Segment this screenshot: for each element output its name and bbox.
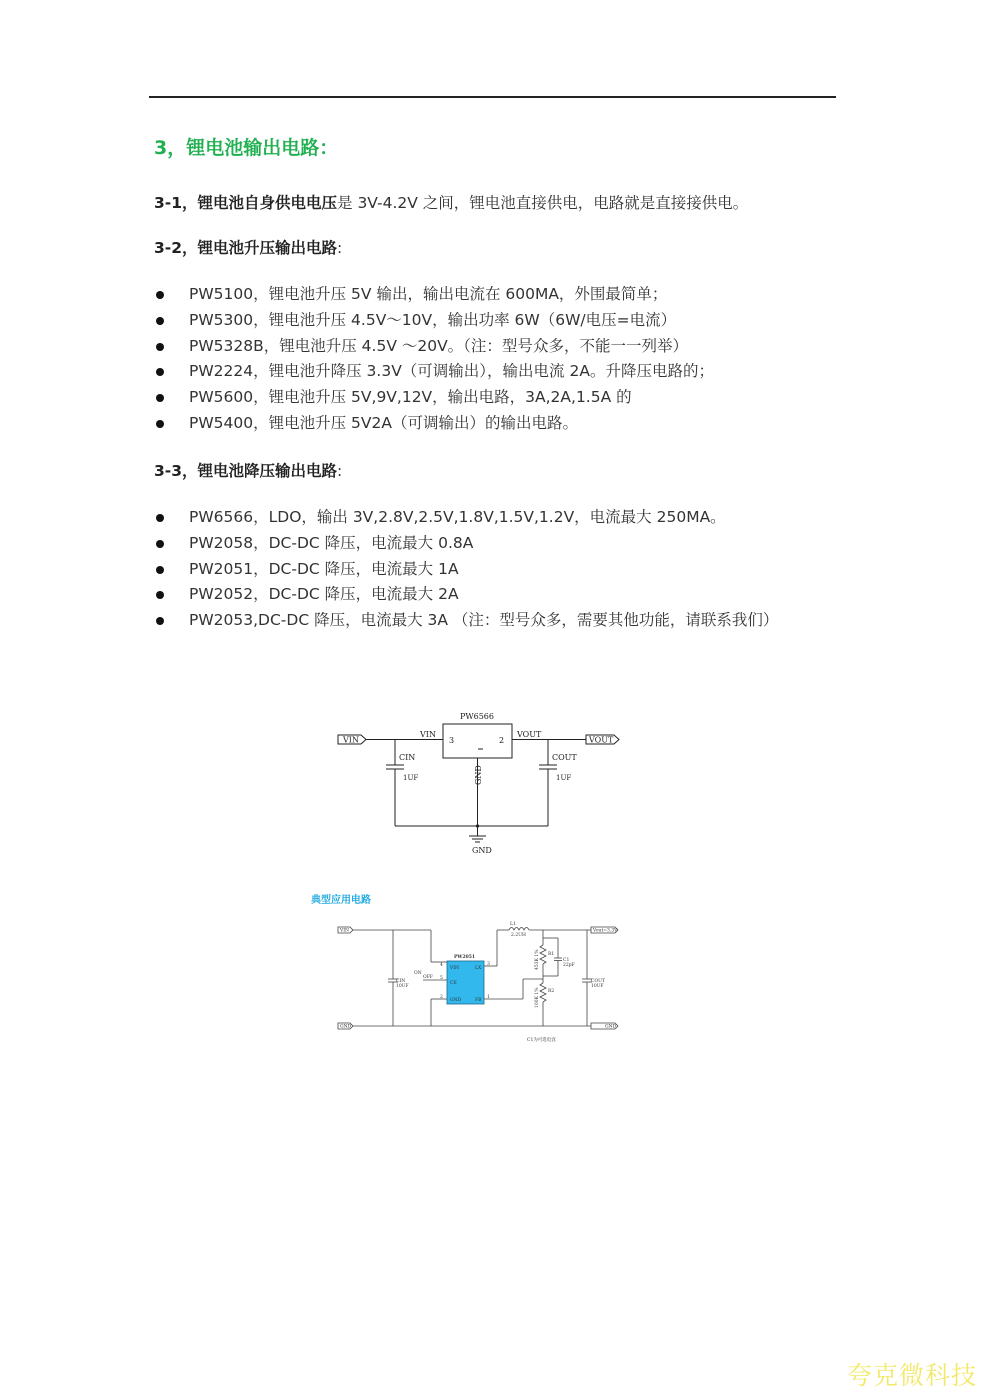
section-heading: 3，锂电池输出电路： — [154, 137, 339, 159]
header-rule — [149, 96, 836, 98]
list-item: PW5400，锂电池升压 5V2A（可调输出）的输出电路。 — [154, 411, 714, 437]
section-3-2 — [154, 236, 342, 258]
buck-pin-vin: VIN — [450, 966, 459, 971]
ldo-cout-value: 1UF — [556, 774, 572, 782]
ldo-vin-port: VIN — [343, 735, 359, 745]
buck-r2-label: R2 — [548, 989, 555, 994]
list-item: PW2052，DC-DC 降压，电流最大 2A — [154, 582, 778, 608]
ldo-cin-value: 1UF — [403, 774, 419, 782]
section-3-3-label: 3-3，锂电池降压输出电路 — [154, 462, 338, 480]
list-item: PW2053,DC-DC 降压，电流最大 3A （注：型号众多，需要其他功能，请联系我们） — [154, 608, 778, 634]
buck-vout-port: Vout=3.3V — [593, 928, 618, 934]
ldo-pin-out: 2 — [499, 736, 505, 745]
buck-c1-label: C1 — [563, 958, 570, 963]
buck-pin-fb: FB — [475, 998, 482, 1003]
section-3-1 — [154, 191, 748, 213]
buck-gnd-right: GND — [605, 1024, 617, 1030]
ldo-pin-in: 3 — [449, 736, 455, 745]
ldo-gnd-pin: GND — [474, 765, 483, 785]
buck-pin-num-2: 2 — [440, 995, 443, 1000]
buck-pin-num-3: 3 — [487, 962, 490, 967]
list-item: PW5328B，锂电池升压 4.5V ～20V。（注：型号众多，不能一一列举） — [154, 334, 714, 360]
buck-r1-label: R1 — [548, 952, 555, 957]
section-3-2-label: 3-2，锂电池升压输出电路 — [154, 239, 338, 257]
list-item: PW2051，DC-DC 降压，电流最大 1A — [154, 557, 778, 583]
buck-pin-num-5: 5 — [440, 976, 443, 981]
list-item: PW5600，锂电池升压 5V,9V,12V，输出电路，3A,2A,1.5A 的 — [154, 385, 714, 411]
list-item: PW5100，锂电池升压 5V 输出，输出电流在 600MA，外围最简单； — [154, 282, 714, 308]
section-3-1-label: 3-1，锂电池自身供电电压 — [154, 194, 338, 212]
ldo-vin-pin: VIN — [420, 730, 436, 739]
ldo-cout-label: COUT — [552, 753, 577, 762]
ldo-schematic — [335, 708, 625, 858]
buck-note: C1为可选电容 — [527, 1038, 556, 1043]
buck-cout-value: 10UF — [591, 984, 604, 989]
list-item: PW5300，锂电池升压 4.5V～10V，输出功率 6W（6W/电压=电流） — [154, 308, 714, 334]
buck-l1-value: 2.2UH — [511, 933, 526, 938]
buck-cin-label: CIN — [396, 979, 406, 984]
list-item: PW2224，锂电池升降压 3.3V（可调输出），输出电流 2A。升降压电路的； — [154, 359, 714, 385]
buck-r2-value: 100K 1% — [535, 987, 540, 1008]
ldo-vout-port: VOUT — [589, 735, 614, 745]
list-item: PW2058，DC-DC 降压，电流最大 0.8A — [154, 531, 778, 557]
buck-cout-label: COUT — [591, 979, 605, 984]
ldo-gnd-label: GND — [472, 846, 492, 855]
buck-l1-label: L1 — [510, 922, 516, 927]
ldo-vout-pin: VOUT — [517, 730, 542, 739]
section-3-2-suffix: : — [337, 239, 343, 257]
buck-on-label: ON — [414, 971, 422, 976]
buck-gnd-left: GND — [340, 1024, 352, 1030]
buck-vin-port: VIN — [340, 928, 349, 934]
buck-pin-lx: LX — [475, 966, 482, 971]
buck-chip-name: PW2051 — [454, 955, 475, 960]
buck-c1-value: 22pF — [563, 963, 575, 968]
buck-title: 典型应用电路 — [311, 895, 371, 906]
buck-list — [154, 505, 778, 634]
buck-r1-value: 453K 1% — [535, 949, 540, 970]
section-3-1-text: 是 3V-4.2V 之间，锂电池直接供电，电路就是直接接供电。 — [337, 194, 749, 212]
buck-off-label: OFF — [423, 975, 433, 980]
buck-schematic — [305, 888, 630, 1048]
ldo-cin-label: CIN — [399, 753, 416, 762]
boost-list — [154, 282, 714, 437]
buck-pin-num-1: 1 — [487, 995, 490, 1000]
buck-pin-num-4: 4 — [440, 963, 443, 968]
section-3-3 — [154, 459, 342, 481]
buck-pin-gnd: GND — [450, 998, 462, 1003]
buck-cin-value: 10UF — [396, 984, 409, 989]
ldo-chip-name: PW6566 — [460, 712, 494, 721]
list-item: PW6566，LDO，输出 3V,2.8V,2.5V,1.8V,1.5V,1.2V，电流最大 250MA。 — [154, 505, 778, 531]
buck-pin-ce: CE — [450, 981, 457, 986]
section-3-3-suffix: : — [337, 462, 343, 480]
watermark: 夸克微科技 — [846, 1361, 977, 1390]
